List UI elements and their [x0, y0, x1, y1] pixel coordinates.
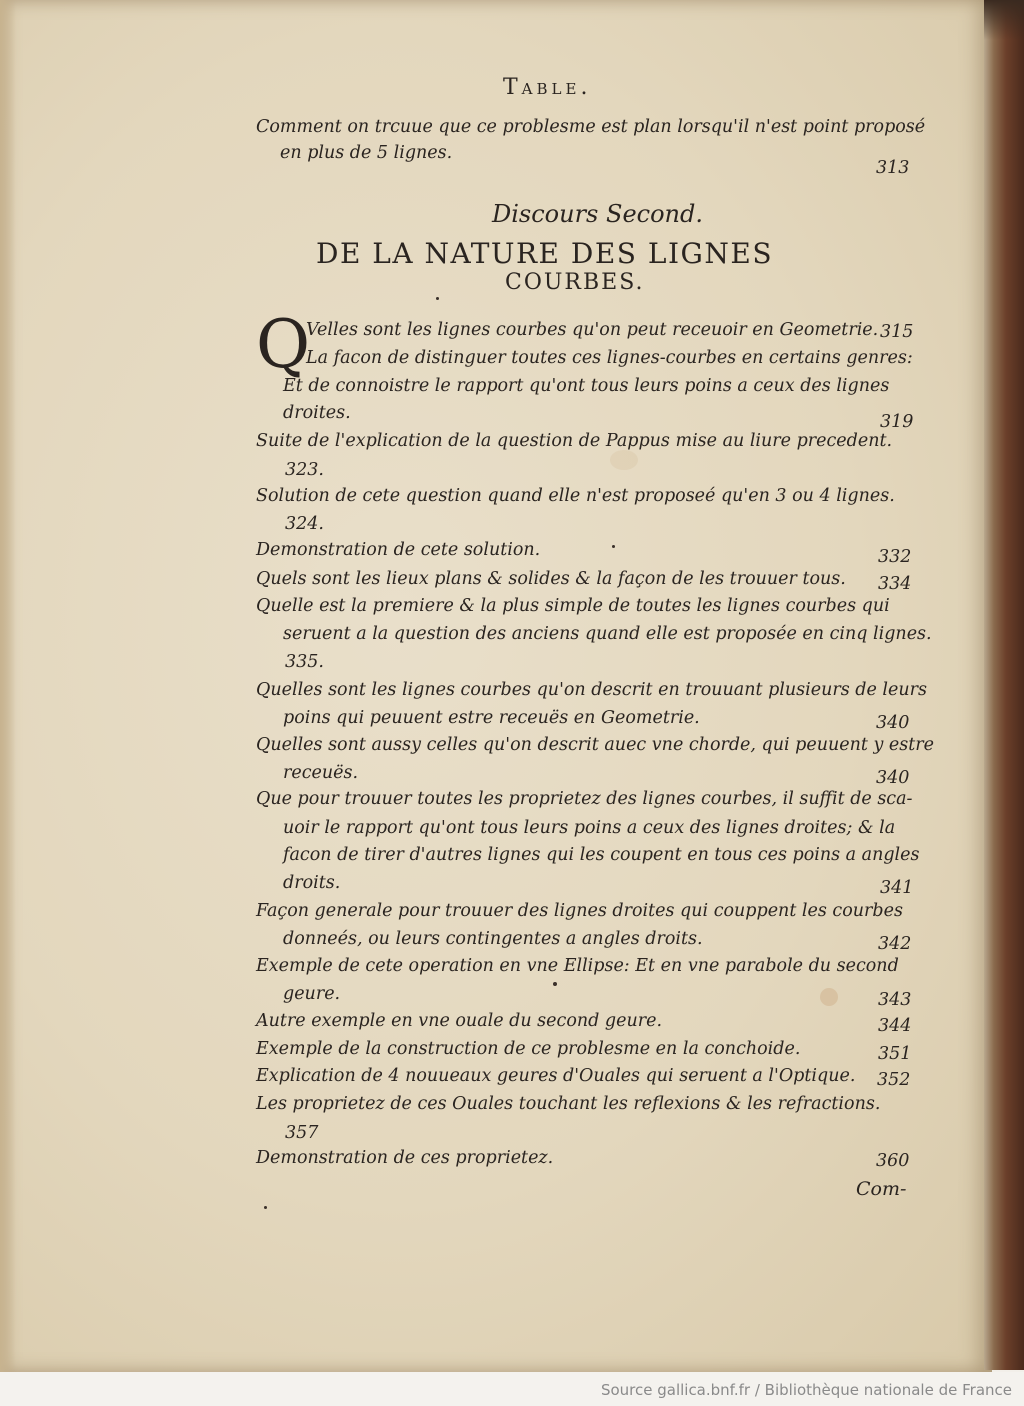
toc-entry-page: 324. — [285, 514, 324, 534]
toc-entry-line: poins qui peuuent estre receuës en Geometrie. — [283, 708, 700, 728]
toc-entry-line: Quelle est la premiere & la plus simple de toutes les lignes courbes qui — [256, 596, 890, 616]
toc-entry-line: Autre exemple en vne ouale du second geure. — [256, 1011, 663, 1031]
toc-entry-page: 334 — [878, 574, 912, 594]
toc-entry-line: Solution de cete question quand elle n'est proposeé qu'en 3 ou 4 lignes. — [256, 486, 895, 506]
toc-entry-page: 340 — [876, 768, 910, 788]
toc-entry-line: Les proprietez de ces Ouales touchant les reflexions & les refractions. — [256, 1094, 881, 1114]
toc-entry-page: 360 — [876, 1151, 910, 1171]
toc-entry-page: 343 — [878, 990, 912, 1010]
toc-entry-line: seruent a la question des anciens quand elle est proposée en cinq lignes. — [283, 624, 932, 644]
toc-entry-line: Que pour trouuer toutes les proprietez des lignes courbes, il suffit de sca- — [256, 789, 913, 809]
paper-speck — [612, 545, 615, 548]
toc-entry-page: 344 — [878, 1016, 912, 1036]
toc-entry-line: Explication de 4 nouueaux geures d'Ouales qui seruent a l'Optique. — [256, 1066, 856, 1086]
paper-speck — [436, 297, 439, 300]
toc-entry-line: geure. — [283, 984, 341, 1004]
page-edge-shadow — [0, 0, 16, 1372]
catchword: Com- — [856, 1178, 907, 1200]
binding-shadow — [984, 0, 1024, 40]
toc-entry-line: Façon generale pour trouuer des lignes droites qui couppent les courbes — [256, 901, 903, 921]
toc-entry-page: 315 — [880, 322, 914, 342]
toc-entry-line: receuës. — [283, 763, 359, 783]
section-italic-title: Discours Second. — [492, 200, 703, 228]
toc-entry-line: Suite de l'explication de la question de Pappus mise au liure precedent. — [256, 431, 893, 451]
toc-entry-line: uoir le rapport qu'ont tous leurs poins a ceux des lignes droites; & la — [283, 818, 896, 838]
toc-entry-line: Velles sont les lignes courbes qu'on peut receuoir en Geometrie. — [306, 320, 879, 340]
paper-speck — [553, 982, 557, 986]
intro-entry-page: 313 — [876, 158, 910, 178]
toc-entry-line: Exemple de la construction de ce problesme en la conchoide. — [256, 1039, 801, 1059]
toc-entry-page: 340 — [876, 713, 910, 733]
toc-entry-line: Quelles sont les lignes courbes qu'on descrit en trouuant plusieurs de leurs — [256, 680, 927, 700]
intro-entry-line-1: Comment on trcuue que ce problesme est plan lorsqu'il n'est point proposé — [256, 117, 926, 137]
section-title-continued: COURBES. — [505, 270, 645, 295]
running-head: Table. — [503, 75, 592, 100]
toc-entry-line: Demonstration de cete solution. — [256, 540, 541, 560]
paper-speck — [264, 1206, 267, 1209]
toc-entry-line: facon de tirer d'autres lignes qui les coupent en tous ces poins a angles — [283, 845, 920, 865]
toc-entry-line: droits. — [283, 873, 341, 893]
paper-stain — [820, 988, 838, 1006]
toc-entry-page: 332 — [878, 547, 912, 567]
toc-entry-page: 319 — [880, 412, 914, 432]
book-binding — [984, 0, 1024, 1370]
toc-entry-line: droites. — [283, 403, 351, 423]
toc-entry-line: Exemple de cete operation en vne Ellipse: Et en vne parabole du second — [256, 956, 899, 976]
toc-entry-page: 357 — [285, 1123, 319, 1143]
toc-entry-page: 351 — [878, 1044, 912, 1064]
intro-entry-line-2: en plus de 5 lignes. — [280, 143, 453, 163]
toc-entry-line: Quels sont les lieux plans & solides & la façon de les trouuer tous. — [256, 569, 846, 589]
toc-entry-page: 341 — [880, 878, 914, 898]
toc-entry-page: 323. — [285, 460, 324, 480]
section-title: DE LA NATURE DES LIGNES — [316, 237, 774, 270]
toc-entry-line: Demonstration de ces proprietez. — [256, 1148, 554, 1168]
paper-stain — [610, 450, 638, 470]
drop-cap: Q — [256, 306, 311, 383]
toc-entry-page: 342 — [878, 934, 912, 954]
toc-entry-line: Quelles sont aussy celles qu'on descrit auec vne chorde, qui peuuent y estre — [256, 735, 935, 755]
toc-entry-line: donneés, ou leurs contingentes a angles droits. — [283, 929, 703, 949]
source-credit: Source gallica.bnf.fr / Bibliothèque nationale de France — [600, 1381, 1012, 1399]
toc-entry-page: 352 — [877, 1070, 911, 1090]
toc-entry-line: La facon de distinguer toutes ces lignes-courbes en certains genres: — [306, 348, 913, 368]
toc-entry-line: Et de connoistre le rapport qu'ont tous leurs poins a ceux des lignes — [283, 376, 890, 396]
toc-entry-page: 335. — [285, 652, 324, 672]
